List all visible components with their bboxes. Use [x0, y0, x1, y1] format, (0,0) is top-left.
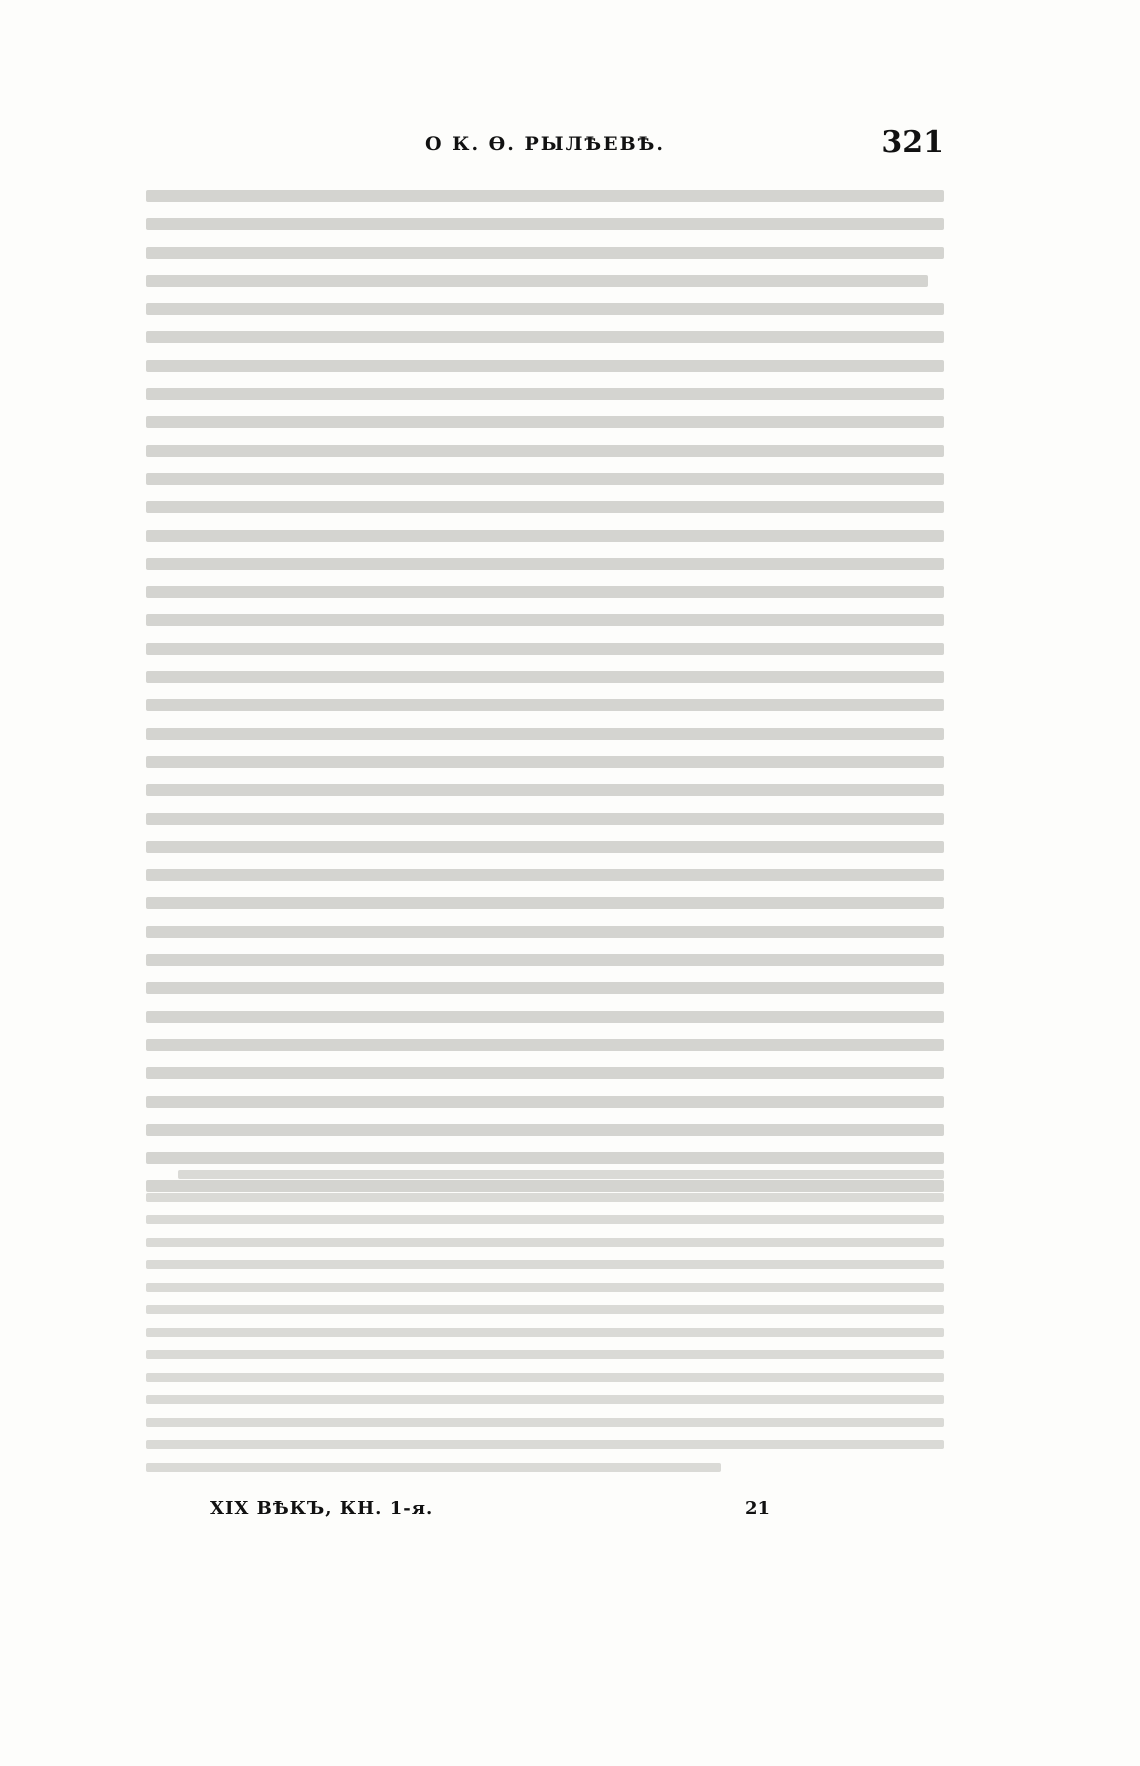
signature-mark: XIX ВѢКЪ, КН. 1-я. [210, 1498, 434, 1519]
body-line-placeholder [146, 247, 944, 259]
body-line-placeholder [146, 671, 944, 683]
footnote-line-placeholder [146, 1283, 944, 1292]
body-line-placeholder [146, 813, 944, 825]
footnote-line-placeholder [146, 1305, 944, 1314]
body-line-placeholder [146, 728, 944, 740]
body-line-placeholder [146, 473, 944, 485]
body-line-placeholder [146, 190, 944, 202]
body-line-placeholder [146, 897, 944, 909]
body-line-placeholder [146, 275, 928, 287]
signature-line [210, 1498, 770, 1526]
body-line-placeholder [146, 1096, 944, 1108]
body-line-placeholder [146, 1152, 944, 1164]
body-line-placeholder [146, 784, 944, 796]
body-line-placeholder [146, 869, 944, 881]
footnote-line-placeholder [146, 1463, 721, 1472]
body-line-placeholder [146, 331, 944, 343]
body-line-placeholder [146, 1124, 944, 1136]
page-header [146, 125, 944, 165]
body-line-placeholder [146, 218, 944, 230]
body-line-placeholder [146, 1067, 944, 1079]
page-number: 321 [881, 125, 944, 160]
body-line-placeholder [146, 558, 944, 570]
footnote-line-placeholder [178, 1170, 944, 1179]
body-line-placeholder [146, 1011, 944, 1023]
body-line-placeholder [146, 756, 944, 768]
footnote [146, 1170, 944, 1485]
body-line-placeholder [146, 643, 944, 655]
signature-number: 21 [744, 1498, 770, 1519]
body-line-placeholder [146, 501, 944, 513]
footnote-line-placeholder [146, 1395, 944, 1404]
footnote-line-placeholder [146, 1215, 944, 1224]
body-line-placeholder [146, 586, 944, 598]
body-line-placeholder [146, 954, 944, 966]
body-line-placeholder [146, 388, 944, 400]
footnote-line-placeholder [146, 1328, 944, 1337]
body-line-placeholder [146, 841, 944, 853]
body-line-placeholder [146, 1039, 944, 1051]
running-head: О К. Ѳ. РЫЛѢЕВѢ. [425, 133, 665, 155]
body-line-placeholder [146, 530, 944, 542]
body-line-placeholder [146, 614, 944, 626]
body-text [146, 190, 944, 1209]
body-line-placeholder [146, 982, 944, 994]
footnote-line-placeholder [146, 1238, 944, 1247]
footnote-line-placeholder [146, 1350, 944, 1359]
footnote-line-placeholder [146, 1193, 944, 1202]
footnote-line-placeholder [146, 1440, 944, 1449]
footnote-line-placeholder [146, 1418, 944, 1427]
body-line-placeholder [146, 699, 944, 711]
body-line-placeholder [146, 303, 944, 315]
body-line-placeholder [146, 445, 944, 457]
body-line-placeholder [146, 416, 944, 428]
footnote-line-placeholder [146, 1373, 944, 1382]
body-line-placeholder [146, 926, 944, 938]
footnote-line-placeholder [146, 1260, 944, 1269]
body-line-placeholder [146, 360, 944, 372]
